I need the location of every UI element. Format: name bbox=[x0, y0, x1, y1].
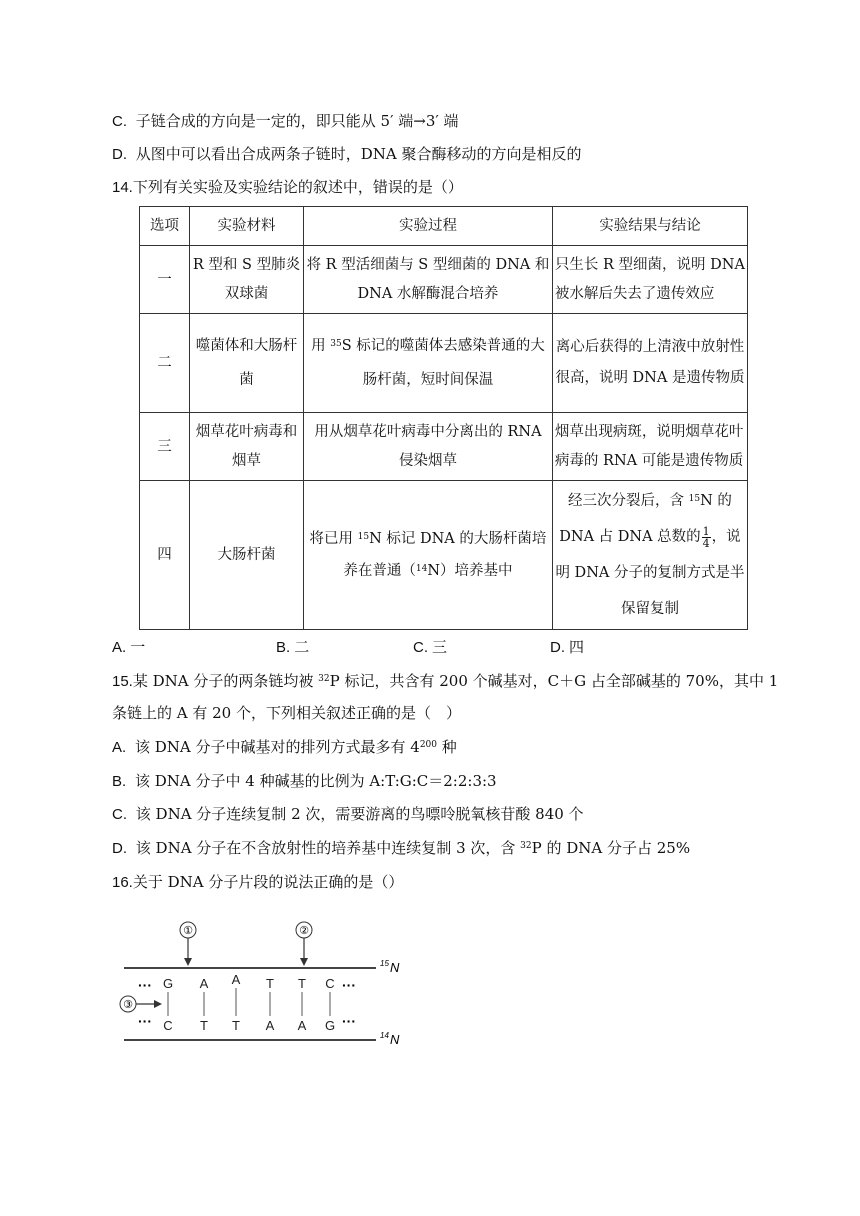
top-base: A bbox=[199, 976, 209, 991]
row-option: 一 bbox=[140, 246, 190, 314]
top-base: G bbox=[162, 976, 174, 991]
top-base: T bbox=[266, 976, 274, 991]
q14-option-c: C. 三 bbox=[413, 638, 448, 656]
row-material: 烟草花叶病毒和烟草 bbox=[190, 413, 304, 481]
q15-stem-line1: 15.某 DNA 分子的两条链均被 $^{32}$P 标记，共含有 200 个碱基对，C＋G 占全部碱基的 70%，其中 1 bbox=[112, 672, 779, 690]
q15-option-a: A. 该 DNA 分子中碱基对的排列方式最多有 $4^{200}$ 种 bbox=[112, 738, 457, 756]
row-option: 二 bbox=[140, 314, 190, 413]
top-base: A bbox=[231, 972, 241, 987]
bottom-strand-label-sup: 14 bbox=[380, 1031, 389, 1040]
marker-1-label: ① bbox=[183, 925, 193, 937]
q16-stem: 16.关于 DNA 分子片段的说法正确的是（） bbox=[112, 873, 404, 891]
marker-3-arrowhead bbox=[154, 1000, 162, 1008]
header-process: 实验过程 bbox=[304, 207, 553, 246]
dna-fragment-diagram bbox=[118, 918, 418, 1053]
q14-experiment-table bbox=[139, 206, 748, 630]
row-result: 只生长 R 型细菌，说明 DNA 被水解后失去了遗传效应 bbox=[552, 246, 747, 314]
q15-option-b: B. 该 DNA 分子中 4 种碱基的比例为 A:T:G:C＝2:2:3:3 bbox=[112, 772, 497, 790]
bottom-base: T bbox=[200, 1018, 208, 1033]
header-material: 实验材料 bbox=[190, 207, 304, 246]
row-process: 用从烟草花叶病毒中分离出的 RNA 侵染烟草 bbox=[304, 413, 553, 481]
header-result: 实验结果与结论 bbox=[552, 207, 747, 246]
q15-stem-line2: 条链上的 A 有 20 个，下列相关叙述正确的是（ ） bbox=[112, 704, 461, 722]
bottom-base: A bbox=[265, 1018, 275, 1033]
row-material: 大肠杆菌 bbox=[190, 481, 304, 630]
bottom-right-dots: ··· bbox=[342, 1013, 356, 1029]
table-row bbox=[140, 246, 748, 314]
marker-3-label: ③ bbox=[123, 999, 133, 1011]
top-right-dots: ··· bbox=[342, 977, 356, 993]
bottom-base: T bbox=[232, 1018, 240, 1033]
bottom-base: A bbox=[297, 1018, 307, 1033]
row-material: 噬菌体和大肠杆菌 bbox=[190, 314, 304, 413]
table-row bbox=[140, 413, 748, 481]
bottom-base: C bbox=[163, 1018, 173, 1033]
q13-option-c: C. 子链合成的方向是一定的，即只能从 5′ 端→3′ 端 bbox=[112, 112, 459, 130]
row-process: 用 $^{35}$S 标记的噬菌体去感染普通的大肠杆菌，短时间保温 bbox=[304, 314, 553, 413]
row-material: R 型和 S 型肺炎双球菌 bbox=[190, 246, 304, 314]
q15-option-c: C. 该 DNA 分子连续复制 2 次，需要游离的鸟嘌呤脱氧核苷酸 840 个 bbox=[112, 805, 584, 823]
bottom-strand-label: N bbox=[390, 1032, 400, 1047]
marker-2-label: ② bbox=[299, 925, 309, 937]
marker-2-arrowhead bbox=[300, 958, 308, 966]
top-strand-label-sup: 15 bbox=[380, 959, 389, 968]
marker-1-arrowhead bbox=[184, 958, 192, 966]
header-option: 选项 bbox=[140, 207, 190, 246]
top-base: T bbox=[298, 976, 306, 991]
top-left-dots: ··· bbox=[138, 977, 152, 993]
table-row bbox=[140, 314, 748, 413]
q14-option-b: B. 二 bbox=[276, 638, 310, 656]
top-base: C bbox=[325, 976, 335, 991]
q13-option-d: D. 从图中可以看出合成两条子链时，DNA 聚合酶移动的方向是相反的 bbox=[112, 145, 582, 163]
table-row bbox=[140, 481, 748, 630]
bottom-left-dots: ··· bbox=[138, 1013, 152, 1029]
fraction: $\frac{1}{4}$ bbox=[702, 524, 710, 550]
q14-option-a: A. 一 bbox=[112, 638, 146, 656]
bottom-base: G bbox=[324, 1018, 336, 1033]
row-process: 将 R 型活细菌与 S 型细菌的 DNA 和 DNA 水解酶混合培养 bbox=[304, 246, 553, 314]
row-result: 烟草出现病斑，说明烟草花叶病毒的 RNA 可能是遗传物质 bbox=[552, 413, 747, 481]
row-result: 离心后获得的上清液中放射性很高，说明 DNA 是遗传物质 bbox=[552, 314, 747, 413]
row-process: 将已用 $^{15}$N 标记 DNA 的大肠杆菌培养在普通（$^{14}$N）培养基中 bbox=[304, 481, 553, 630]
q14-option-d: D. 四 bbox=[550, 638, 585, 656]
table-header-row bbox=[140, 207, 748, 246]
q15-option-d: D. 该 DNA 分子在不含放射性的培养基中连续复制 3 次，含 $^{32}$P 的 DNA 分子占 25% bbox=[112, 839, 691, 857]
row-result: 经三次分裂后，含 $^{15}$N 的 DNA 占 DNA 总数的 $\frac{1}{4}$ ，说明 DNA 分子的复制方式是半保留复制 bbox=[552, 481, 747, 630]
row-option: 三 bbox=[140, 413, 190, 481]
row-option: 四 bbox=[140, 481, 190, 630]
top-strand-label: N bbox=[390, 960, 400, 975]
q14-stem: 14.下列有关实验及实验结论的叙述中，错误的是（） bbox=[112, 178, 463, 196]
